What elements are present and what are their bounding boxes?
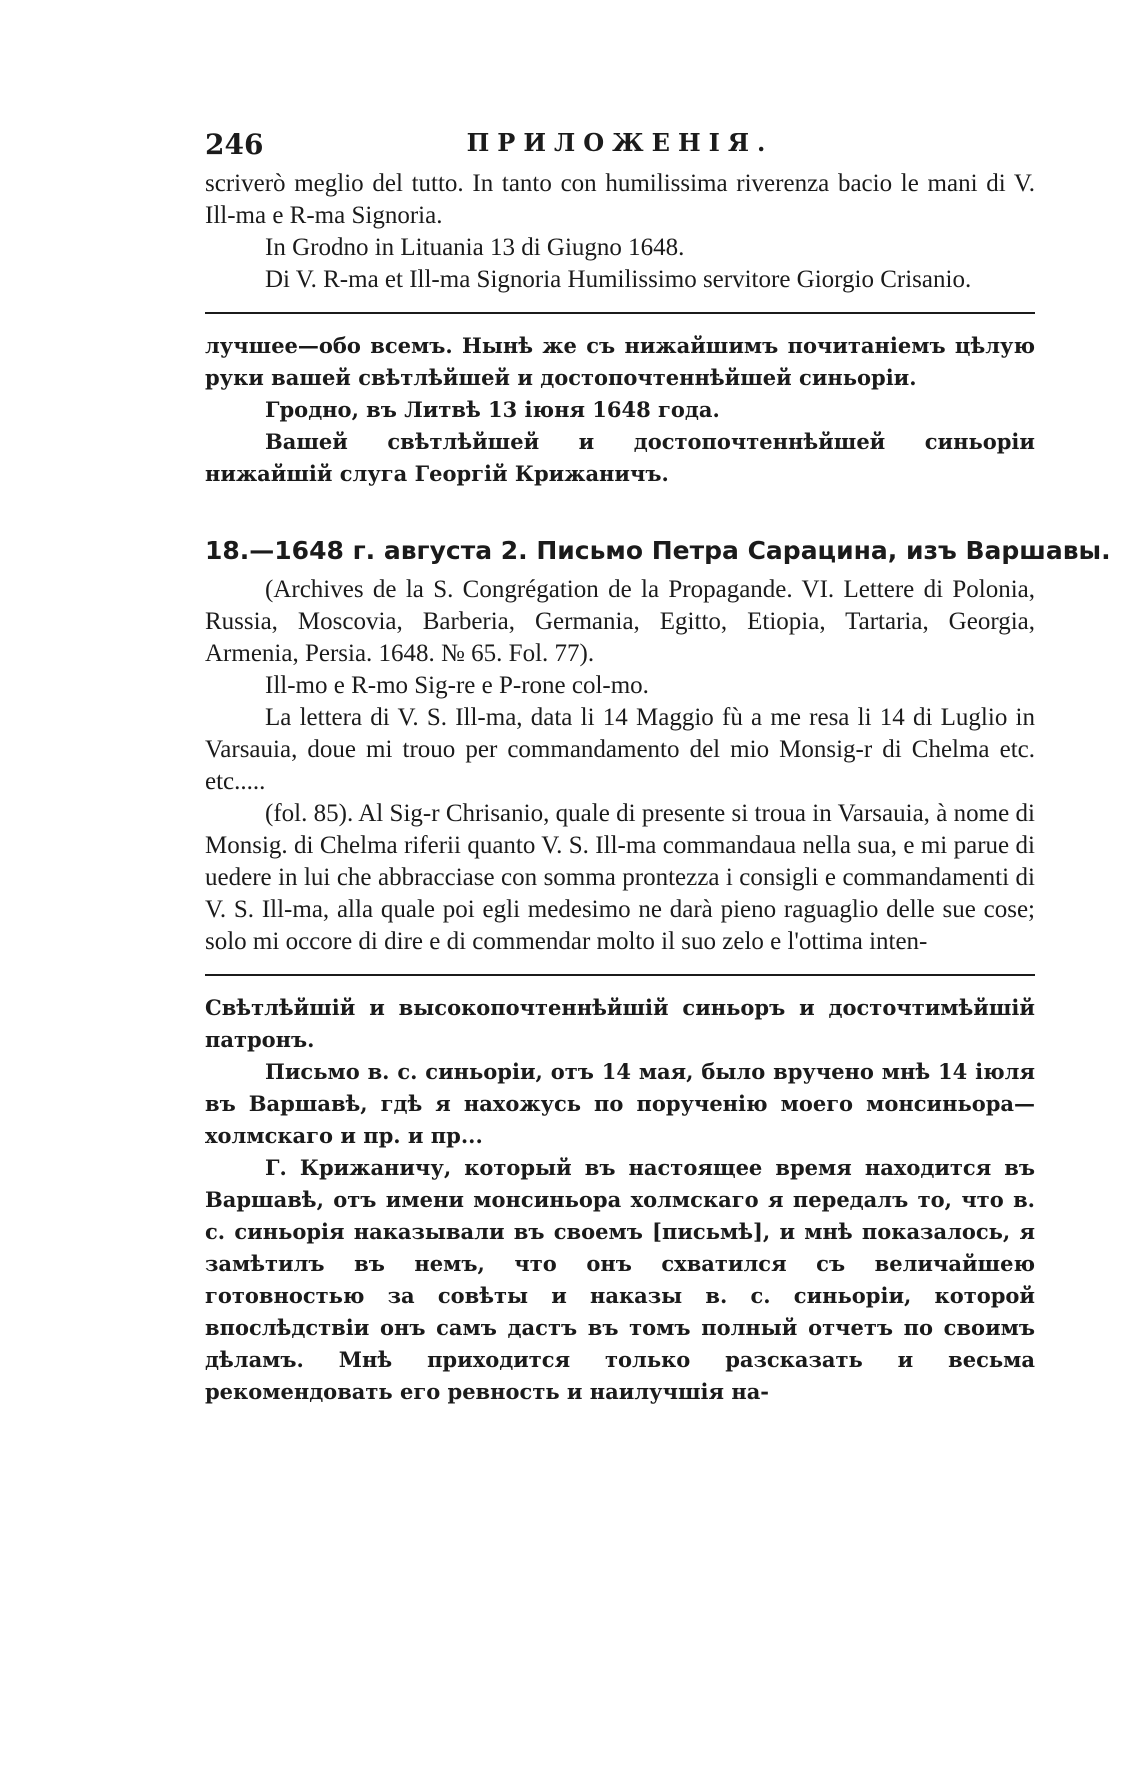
paragraph: Письмо в. с. синьоріи, отъ 14 мая, было вручено мнѣ 14 іюля въ Варшавѣ, гдѣ я нахожусь по порученію моего монсиньора—холмскаго и пр. и пр... [205,1059,1035,1148]
divider [205,974,1035,976]
paragraph: Вашей свѣтлѣйшей и достопочтеннѣйшей синьоріи нижайшій слуга Георгій Крижаничъ. [205,429,1035,486]
section-heading: 18.—1648 г. августа 2. Письмо Петра Сарацина, изъ Варшавы. [205,536,1111,565]
italian-text-block-1 [205,168,1035,296]
paragraph: (fol. 85). Al Sig-r Chrisanio, quale di presente si troua in Varsauia, à nome di Monsig. di Chelma riferii quanto V. S. Ill-ma commandaua nella sua, e mi parue di uedere in lui che abbracciase con somma prontezza i consigli e commandamenti di V. S. Ill-ma, alla quale poi egli medesimo ne darà pieno raguaglio delle sue cose; solo mi occore di dire e di commendar molto il suo zelo e l'ottima inten- [205,800,1035,955]
running-title: ПРИЛОЖЕНІЯ. [466,128,774,157]
document-page [205,128,1111,1408]
italian-text-block-2 [205,574,1035,958]
paragraph: Гродно, въ Литвѣ 13 іюня 1648 года. [265,397,720,422]
paragraph: лучшее—обо всемъ. Нынѣ же съ нижайшимъ почитаніемъ цѣлую руки вашей свѣтлѣйшей и достопочтеннѣйшей синьоріи. [205,333,1035,390]
divider [205,312,1035,314]
paragraph: Ill-mo e R-mo Sig-re e P-rone col-mo. [265,672,649,699]
paragraph: Свѣтлѣйшій и высокопочтеннѣйшій синьоръ и досточтимѣйшій патронъ. [205,995,1035,1052]
page-header [205,128,1035,168]
paragraph: In Grodno in Lituania 13 di Giugno 1648. [265,234,685,261]
paragraph: scriverò meglio del tutto. In tanto con humilissima riverenza bacio le mani di V. Ill-ma e R-ma Signoria. [205,170,1035,229]
page-number: 246 [205,128,264,161]
paragraph: (Archives de la S. Congrégation de la Propagande. VI. Lettere di Polonia, Russia, Moscovia, Barberia, Germania, Egitto, Etiopia, Tartaria, Georgia, Armenia, Persia. 1648. № 65. Fol. 77). [205,576,1035,667]
paragraph: La lettera di V. S. Ill-ma, data li 14 Maggio fù a me resa li 14 di Luglio in Varsauia, doue mi trouo per commandamento del mio Monsig-r di Chelma etc. etc..... [205,704,1035,795]
russian-translation-block-1 [205,330,1035,490]
russian-translation-block-2 [205,992,1035,1408]
paragraph: Di V. R-ma et Ill-ma Signoria Humilissimo servitore Giorgio Crisanio. [265,266,972,293]
paragraph: Г. Крижаничу, который въ настоящее время находится въ Варшавѣ, отъ имени монсиньора холмскаго я передалъ то, что в. с. синьорія наказывали въ своемъ [письмѣ], и мнѣ показалось, я замѣтилъ въ немъ, что онъ схватился съ величайшею готовностью за совѣты и наказы в. с. синьоріи, которой впослѣдствіи онъ самъ дастъ въ томъ полный отчетъ по своимъ дѣламъ. Мнѣ приходится только разсказать и весьма рекомендовать его ревность и наилучшія на- [205,1155,1035,1404]
